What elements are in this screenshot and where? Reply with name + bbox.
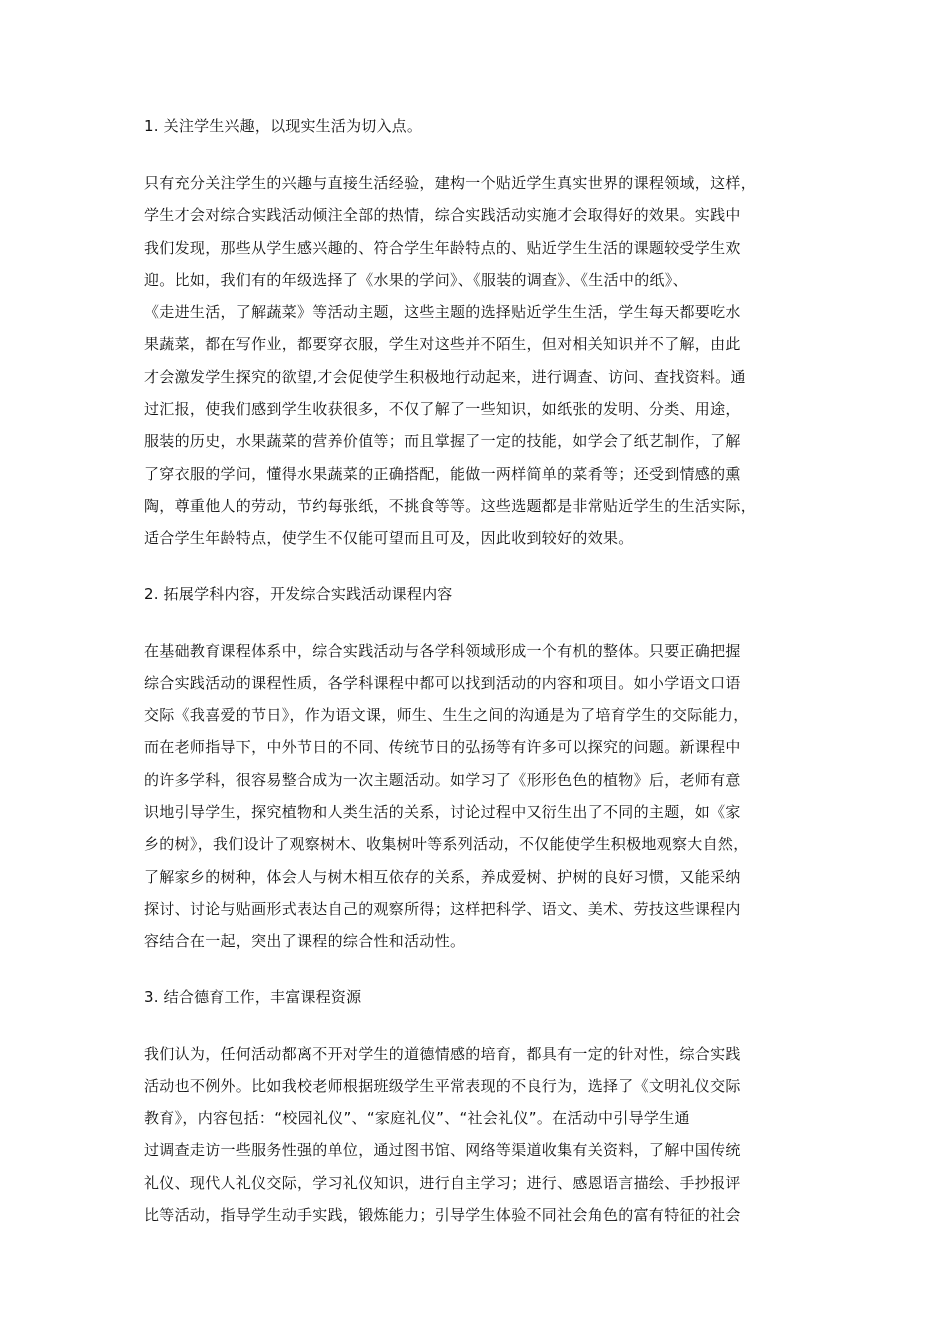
- paragraph-line: 果蔬菜，都在写作业，都要穿衣服，学生对这些并不陌生，但对相关知识并不了解，由此: [144, 335, 741, 354]
- paragraph-line: 过汇报，使我们感到学生收获很多，不仅了解了一些知识，如纸张的发明、分类、用途，: [144, 400, 741, 419]
- paragraph-line: 教育》，内容包括：“校园礼仪”、“家庭礼仪”、“社会礼仪”。在活动中引导学生通: [144, 1109, 690, 1128]
- paragraph-line: 活动也不例外。比如我校老师根据班级学生平常表现的不良行为，选择了《文明礼仪交际: [144, 1076, 741, 1095]
- paragraph-line: 学生才会对综合实践活动倾注全部的热情，综合实践活动实施才会取得好的效果。实践中: [144, 206, 741, 225]
- paragraph-line: 探讨、讨论与贴画形式表达自己的观察所得；这样把科学、语文、美术、劳技这些课程内: [144, 899, 741, 918]
- paragraph-line: 《走进生活，了解蔬菜》等活动主题，这些主题的选择贴近学生生活，学生每天都要吃水: [144, 303, 741, 322]
- paragraph-line: 礼仪、现代人礼仪交际，学习礼仪知识，进行自主学习；进行、感恩语言描绘、手抄报评: [144, 1173, 741, 1192]
- paragraph-line: 我们认为，任何活动都离不开对学生的道德情感的培育，都具有一定的针对性，综合实践: [144, 1044, 741, 1063]
- paragraph-line: 才会激发学生探究的欲望,才会促使学生积极地行动起来，进行调查、访问、查找资料。通: [144, 367, 746, 386]
- document-page: [144, 110, 809, 1254]
- paragraph-line: 乡的树》，我们设计了观察树木、收集树叶等系列活动，不仅能使学生积极地观察大自然，: [144, 835, 749, 854]
- paragraph-line: 交际《我喜爱的节日》，作为语文课，师生、生生之间的沟通是为了培育学生的交际能力，: [144, 706, 749, 725]
- paragraph-line: 了解家乡的树种，体会人与树木相互依存的关系，养成爱树、护树的良好习惯，又能采纳: [144, 867, 741, 886]
- paragraph-line: 我们发现，那些从学生感兴趣的、符合学生年龄特点的、贴近学生生活的课题较受学生欢: [144, 238, 741, 257]
- paragraph-line: 的许多学科，很容易整合成为一次主题活动。如学习了《形形色色的植物》后，老师有意: [144, 770, 741, 789]
- paragraph-line: 迎。比如，我们有的年级选择了《水果的学问》、《服装的调查》、《生活中的纸》、: [144, 270, 688, 289]
- section-paragraph-3: [144, 1038, 809, 1232]
- paragraph-line: 了穿衣服的学问，懂得水果蔬菜的正确搭配，能做一两样简单的菜肴等；还受到情感的熏: [144, 464, 741, 483]
- paragraph-line: 容结合在一起，突出了课程的综合性和活动性。: [144, 932, 466, 951]
- section-heading-2: 2. 拓展学科内容，开发综合实践活动课程内容: [144, 584, 453, 603]
- paragraph-line: 综合实践活动的课程性质，各学科课程中都可以找到活动的内容和项目。如小学语文口语: [144, 673, 741, 692]
- paragraph-line: 服装的历史，水果蔬菜的营养价值等；而且掌握了一定的技能，如学会了纸艺制作，了解: [144, 432, 741, 451]
- section-heading-3: 3. 结合德育工作，丰富课程资源: [144, 987, 362, 1006]
- section-paragraph-1: [144, 167, 809, 555]
- section-paragraph-2: [144, 635, 809, 958]
- paragraph-line: 过调查走访一些服务性强的单位，通过图书馆、网络等渠道收集有关资料，了解中国传统: [144, 1141, 741, 1160]
- paragraph-line: 只有充分关注学生的兴趣与直接生活经验，建构一个贴近学生真实世界的课程领域，这样，: [144, 174, 757, 192]
- paragraph-line: 而在老师指导下，中外节日的不同、传统节日的弘扬等有许多可以探究的问题。新课程中: [144, 738, 741, 757]
- paragraph-line: 识地引导学生，探究植物和人类生活的关系，讨论过程中又衍生出了不同的主题，如《家: [144, 803, 741, 822]
- paragraph-line: 比等活动，指导学生动手实践，锻炼能力；引导学生体验不同社会角色的富有特征的社会: [144, 1206, 741, 1225]
- paragraph-line: 陶，尊重他人的劳动，节约每张纸，不挑食等等。这些选题都是非常贴近学生的生活实际，: [144, 496, 757, 515]
- section-heading-1: 1. 关注学生兴趣，以现实生活为切入点。: [144, 117, 423, 135]
- paragraph-line: 在基础教育课程体系中，综合实践活动与各学科领域形成一个有机的整体。只要正确把握: [144, 641, 741, 660]
- paragraph-line: 适合学生年龄特点，使学生不仅能可望而且可及，因此收到较好的效果。: [144, 529, 634, 548]
